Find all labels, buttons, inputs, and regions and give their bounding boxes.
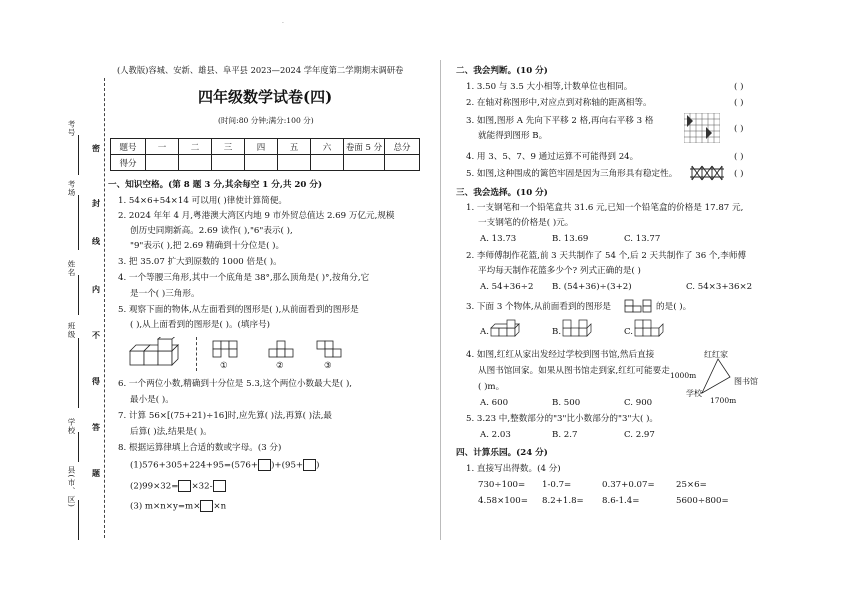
view-1-label: ① [220,361,228,371]
divider [196,337,197,371]
choice-2: 2. 李师傅制作花篮,前 3 天共制作了 54 个,后 2 天共制作了 36 个,李师傅 [466,251,747,261]
calc-item[interactable]: 25×6= [676,480,707,490]
view-2-icon [268,340,294,360]
view-3-label: ③ [324,361,332,371]
section-4-heading: 四、计算乐园。(24 分) [456,448,548,458]
question-1-4: 4. 一个等腰三角形,其中一个底角是 38°,那么顶角是( )°,按角分,它 [118,273,370,283]
seal-word: 密 [92,143,100,153]
front-view-icon [624,299,652,313]
choice-4-line2: 从图书馆回家。如果从图书馆走到家,红红可能要走 [478,366,670,376]
top-mark: · [282,20,284,27]
translation-grid-icon [684,113,720,143]
question-1-2: 2. 2024 年年 4 月,粤港澳大湾区内地 9 市外贸总值达 2.69 万亿元,规模 [118,211,395,221]
score-table-score-row [111,155,420,171]
choice-2-option-c[interactable]: C. 54×3+36×2 [686,282,753,292]
answer-box[interactable] [213,480,226,492]
question-1-5: 5. 观察下面的物体,从左面看到的图形是( ),从前面看到的图形是 [118,305,359,315]
section-3-heading: 三、我会选择。(10 分) [456,188,548,198]
question-1-2-line2: 创历史同期新高。2.69 读作( ),"6"表示( ), [130,226,293,236]
question-1-2-line3: "9"表示( ),把 2.69 精确到十分位是( )。 [130,241,285,251]
choice-5-option-b[interactable]: B. 2.7 [552,430,578,440]
map-label-library: 图书馆 [734,377,758,386]
calc-item[interactable]: 730÷100= [478,480,526,490]
seal-word: 封 [92,198,100,208]
table-cell: 三 [212,139,245,155]
calc-item[interactable]: 4.58×100= [478,496,528,506]
sidebar-line [78,500,79,540]
choice-2-line2: 平均每天制作花篮多少个? 列式正确的是( ) [478,266,641,276]
table-cell: 题号 [111,139,146,155]
seal-word: 线 [92,236,100,246]
view-3-icon [316,340,342,360]
answer-paren[interactable]: ( ) [734,98,744,108]
choice-3-option-a[interactable]: A. [480,327,489,337]
choice-1-option-c[interactable]: C. 13.77 [624,234,661,244]
choice-1: 1. 一支钢笔和一个铅笔盒共 31.6 元,已知一个铅笔盒的价格是 17.87 元, [466,203,744,213]
answer-paren[interactable]: ( ) [734,82,744,92]
map-label-school: 学校 [686,389,702,398]
score-table [110,138,420,171]
score-input-cell[interactable] [179,155,212,171]
answer-box[interactable] [303,459,316,471]
exam-subtitle: (人教版)容城、安新、雄县、阜平县 2023—2024 学年度第二学期期末调研卷 [117,65,404,75]
score-input-cell[interactable] [311,155,344,171]
table-cell: 二 [179,139,212,155]
choice-2-option-b[interactable]: B. (54+36)÷(3+2) [552,282,632,292]
cubes-c-icon [634,318,664,340]
cubes-b-icon [562,318,592,340]
question-1-8-1 [130,459,319,472]
choice-1-option-a[interactable]: A. 13.73 [480,234,517,244]
view-1-icon [212,340,238,360]
question-1-6: 6. 一个两位小数,精确到十分位是 5.3,这个两位小数最大是( ), [118,379,353,389]
seal-word: 题 [92,468,100,478]
page-title: 四年级数学试卷(四) [198,88,333,106]
judge-4: 4. 用 3、5、7、9 通过运算不可能得到 24。 [466,152,639,162]
question-1-3: 3. 把 35.07 扩大到原数的 1000 倍是( )。 [118,257,282,267]
sidebar-line [78,432,79,462]
fence-icon [690,165,726,181]
table-cell: 五 [278,139,311,155]
section-2-heading: 二、我会判断。(10 分) [456,66,548,76]
score-table-header-row [111,139,420,155]
score-input-cell[interactable] [385,155,420,171]
score-input-cell[interactable] [278,155,311,171]
calc-item[interactable]: 5600÷800= [676,496,729,506]
table-cell: 总分 [385,139,420,155]
sidebar-label-exam-room: 考场 [67,180,76,197]
choice-4: 4. 如图,红红从家出发经过学校到图书馆,然后直接 [466,350,655,360]
question-1-7-line2: 后算( )法,结果是( )。 [130,427,212,437]
sidebar-line [78,135,79,175]
calc-item[interactable]: 8.2+1.8= [542,496,584,506]
question-1-5-line2: ( ),从上面看到的图形是( )。(填序号) [130,320,271,330]
sidebar-label-name: 姓名 [67,260,76,277]
answer-box[interactable] [178,480,191,492]
calc-item[interactable]: 1-0.7= [542,480,572,490]
judge-3-line2: 就能得到图形 B。 [478,131,548,141]
equation-part: (2)99×32= [130,481,179,492]
map-label-1000m: 1000m [670,371,697,380]
choice-3-option-b[interactable]: B. [552,327,562,337]
sidebar-label-class: 班级 [67,322,76,339]
calc-subheading: 1. 直接写出得数。(4 分) [466,464,561,474]
answer-box[interactable] [200,500,213,512]
judge-5: 5. 如图,这种围成的篱笆牢固是因为三角形具有稳定性。 [466,169,678,179]
equation-part: ×32- [191,481,213,492]
section-1-heading: 一、知识空格。(第 8 题 3 分,其余每空 1 分,共 20 分) [108,180,323,190]
choice-1-option-b[interactable]: B. 13.69 [552,234,589,244]
choice-3: 3. 下面 3 个物体,从前面看到的图形是 [466,302,611,312]
column-divider [440,60,441,540]
table-cell: 六 [311,139,344,155]
question-1-4-line2: 是一个( )三角形。 [130,289,200,299]
sidebar-label-school: 学校 [67,418,76,435]
cubes-a-icon [490,318,520,340]
choice-3-end: 的是( )。 [656,302,692,312]
question-1-7: 7. 计算 56×[(75+21)÷16]时,应先算( )法,再算( )法,最 [118,411,333,421]
choice-5: 5. 3.23 中,整数部分的"3"比小数部分的"3"大( )。 [466,414,659,424]
seal-word: 不 [92,330,100,340]
equation-part: (3) m×n×y=m× [130,501,201,512]
sidebar-label-county: 县(市、区) [67,466,76,508]
answer-box[interactable] [258,459,271,471]
question-1-8: 8. 根据运算律填上合适的数或字母。(3 分) [118,443,282,453]
calc-item[interactable]: 0.37+0.07= [602,480,655,490]
choice-2-option-a[interactable]: A. 54+36÷2 [480,282,534,292]
seal-word: 得 [92,376,100,386]
sidebar-line [78,195,79,250]
cube-stack-icon [128,337,190,371]
seal-word: 答 [92,422,100,432]
table-cell: 得分 [111,155,146,171]
answer-paren[interactable]: ( ) [734,124,744,134]
map-label-1700m: 1700m [710,396,737,405]
sidebar-label-exam-no: 考号 [67,120,76,137]
judge-3: 3. 如图,图形 A 先向下平移 2 格,再向右平移 3 格 [466,116,654,126]
score-input-cell[interactable] [344,155,385,171]
time-info: (时间:80 分钟;满分:100 分) [218,116,314,125]
table-cell: 卷面 5 分 [344,139,385,155]
equation-part: )+(95+ [271,460,304,471]
choice-1-line2: 一支钢笔的价格是( )元。 [478,218,574,228]
choice-5-option-c[interactable]: C. 2.97 [624,430,655,440]
score-input-cell[interactable] [212,155,245,171]
choice-4-line3: ( )m。 [478,382,505,392]
score-input-cell[interactable] [146,155,179,171]
table-cell: 四 [245,139,278,155]
sidebar-line [78,275,79,315]
judge-2: 2. 在轴对称图形中,对应点到对称轴的距离相等。 [466,98,652,108]
score-input-cell[interactable] [245,155,278,171]
equation-part: (1)576+305+224+95=(576+ [130,460,259,471]
answer-paren[interactable]: ( ) [734,169,744,179]
choice-5-option-a[interactable]: A. 2.03 [480,430,511,440]
sidebar-line [78,338,79,408]
judge-1: 1. 3.50 与 3.5 大小相等,计数单位也相同。 [466,82,633,92]
choice-4-option-b[interactable]: B. 500 [552,398,581,408]
question-1-6-line2: 最小是( )。 [130,395,174,405]
choice-4-option-a[interactable]: A. 600 [480,398,509,408]
seal-word: 内 [92,284,100,294]
question-1-8-3 [130,500,226,513]
question-1-1: 1. 54×6+54×14 可以用( )律使计算简便。 [118,196,287,206]
equation-part: ×n [213,501,227,512]
equation-part: ) [316,460,320,471]
answer-paren[interactable]: ( ) [734,152,744,162]
calc-item[interactable]: 8.6-1.4= [602,496,640,506]
question-1-8-2 [130,480,226,493]
table-cell: 一 [146,139,179,155]
choice-3-option-c[interactable]: C. [624,327,634,337]
choice-4-option-c[interactable]: C. 900 [624,398,653,408]
view-2-label: ② [276,361,284,371]
seal-line [104,78,105,538]
map-label-home: 红红家 [704,350,728,359]
